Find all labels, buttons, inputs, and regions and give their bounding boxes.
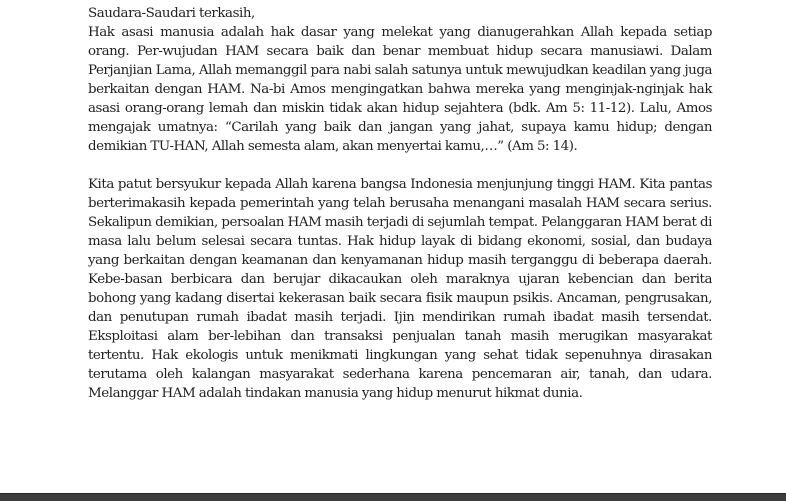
bottom-scroll-bar[interactable]	[0, 493, 786, 501]
greeting: Saudara-Saudari terkasih,	[88, 6, 255, 21]
document-body	[88, 4, 712, 403]
paragraph-1	[88, 4, 712, 156]
paragraph-2: Kita patut bersyukur kepada Allah karena bangsa Indonesia menjunjung tinggi HAM. Kita pantas berterimakasih kepada pemerintah yang telah berusaha menangani masalah HAM secara serius. Sekalipun demikian, persoalan HAM masih terjadi di sejumlah tempat. Pelanggaran HAM berat di masa lalu belum selesai secara tuntas. Hak hidup layak di bidang ekonomi, sosial, dan budaya yang berkaitan dengan keamanan dan kenyamanan hidup masih terganggu di beberapa daerah. Kebe-basan berbicara dan berujar dikacaukan oleh maraknya ujaran kebencian dan berita bohong yang kadang disertai kekerasan baik secara fisik maupun psikis. Ancaman, pengrusakan, dan penutupan rumah ibadat masih terjadi. Ijin mendirikan rumah ibadat masih tersendat. Eksploitasi alam ber-lebihan dan transaksi penjualan tanah masih merugikan masyarakat tertentu. Hak ekologis untuk menikmati lingkungan yang sehat tidak sepenuhnya dirasakan terutama oleh kalangan masyarakat sederhana karena pencemaran air, tanah, dan udara. Melanggar HAM adalah tindakan manusia yang hidup menurut hikmat dunia.	[88, 177, 712, 401]
paragraph-1-text: Hak asasi manusia adalah hak dasar yang melekat yang dianugerahkan Allah kepada setiap orang. Per-wujudan HAM secara baik dan benar membuat hidup secara manusiawi. Dalam Perjanjian Lama, Allah memanggil para nabi salah satunya untuk mewujudkan keadilan yang juga berkaitan dengan HAM. Na-bi Amos mengingatkan bahwa mereka yang menginjak-nginjak hak asasi orang-orang lemah dan miskin tidak akan hidup sejahtera (bdk. Am 5: 11-12). Lalu, Amos mengajak umatnya: “Carilah yang baik dan jangan yang jahat, supaya kamu hidup; dengan demikian TU-HAN, Allah semesta alam, akan menyertai kamu,…” (Am 5: 14).	[88, 25, 712, 154]
